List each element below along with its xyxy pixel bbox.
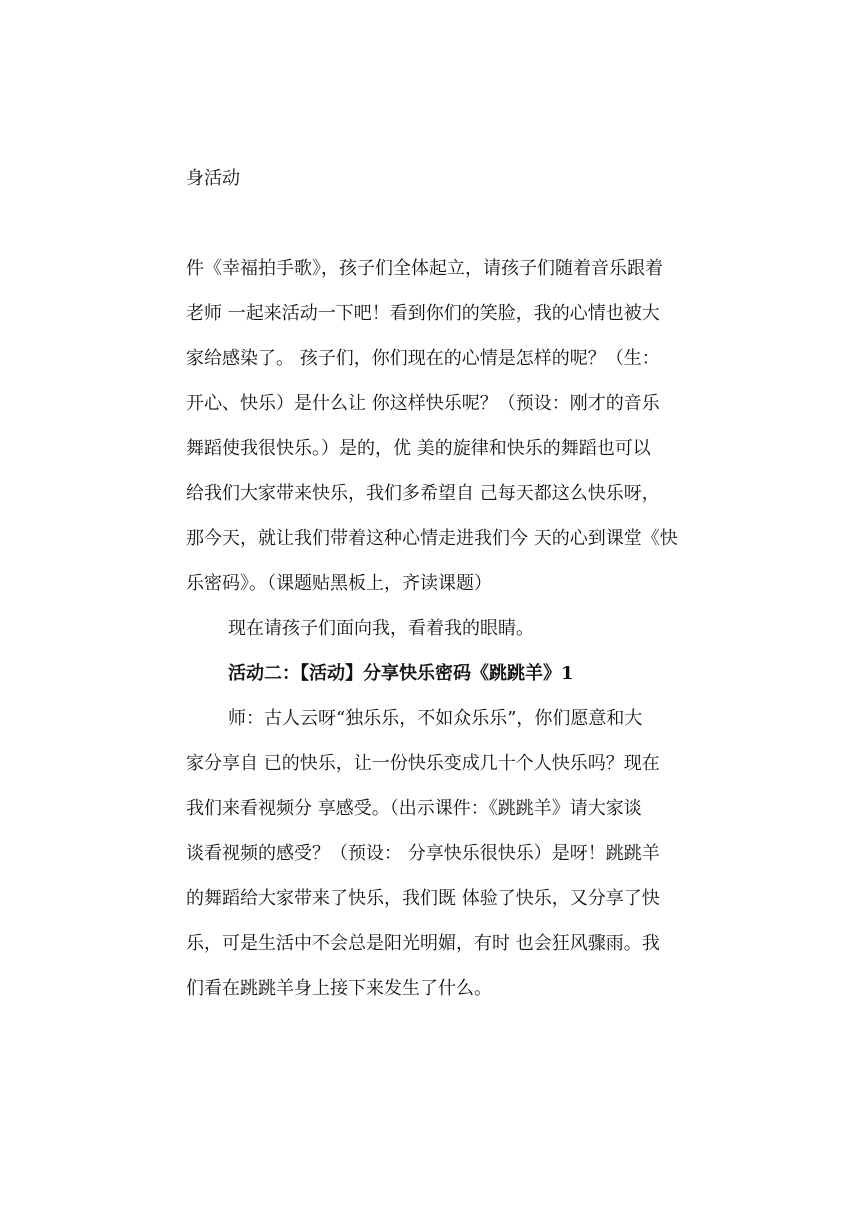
paragraph-line: 那今天，就让我们带着这种心情走进我们今 天的心到课堂《快 <box>186 528 678 549</box>
paragraph-line: 件《幸福拍手歌》，孩子们全体起立，请孩子们随着音乐跟着 <box>186 258 663 279</box>
paragraph-line: 现在请孩子们面向我，看着我的眼睛。 <box>228 618 534 639</box>
paragraph-line: 给我们大家带来快乐，我们多希望自 己每天都这么快乐呀， <box>186 483 660 504</box>
paragraph-line: 乐密码》。（课题贴黑板上，齐读课题） <box>186 573 492 594</box>
paragraph-line: 开心、快乐）是什么让 你这样快乐呢？（预设：刚才的音乐 <box>186 393 660 414</box>
paragraph-line: 家给感染了。 孩子们，你们现在的心情是怎样的呢？（生： <box>186 348 660 369</box>
paragraph-line: 谈看视频的感受？（预设： 分享快乐很快乐）是呀！跳跳羊 <box>186 843 660 864</box>
paragraph-line: 老师 一起来活动一下吧！看到你们的笑脸，我的心情也被大 <box>186 303 660 324</box>
paragraph-line: 的舞蹈给大家带来了快乐，我们既 体验了快乐，又分享了快 <box>186 888 660 909</box>
paragraph-line: 乐，可是生活中不会总是阳光明媚，有时 也会狂风骤雨。我 <box>186 933 660 954</box>
paragraph-line: 舞蹈使我很快乐。）是的，优 美的旋律和快乐的舞蹈也可以 <box>186 438 651 459</box>
paragraph-line: 家分享自 已的快乐，让一份快乐变成几十个人快乐吗？现在 <box>186 753 660 774</box>
paragraph-line: 们看在跳跳羊身上接下来发生了什么。 <box>186 978 492 999</box>
paragraph-line: 我们来看视频分 享感受。（出示课件：《跳跳羊》请大家谈 <box>186 798 642 819</box>
paragraph-line: 师：古人云呀“独乐乐，不如众乐乐”，你们愿意和大 <box>228 708 643 729</box>
activity-title: 活动二：【活动】分享快乐密码《跳跳羊》1 <box>228 663 574 684</box>
section-heading: 身活动 <box>186 168 240 189</box>
